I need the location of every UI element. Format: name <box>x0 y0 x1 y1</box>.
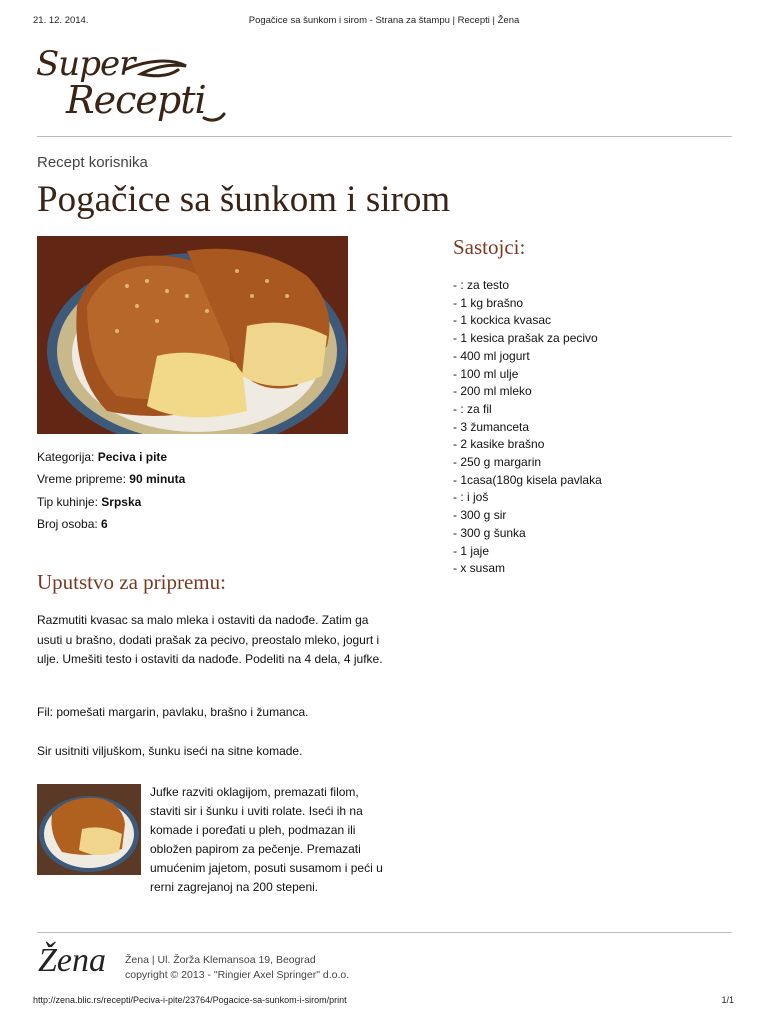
instruction-step-1: Razmutiti kvasac sa malo mleka i ostaviti da nadođe. Zatim ga usuti u brašno, dodati prašak za pecivo, preostalo mleko, jogurt i ulje. Umešiti testo i ostaviti da nadođe. Podeliti na 4 dela, 4 jufke. <box>37 613 383 666</box>
print-date: 21. 12. 2014. <box>33 15 89 26</box>
category-link[interactable]: Peciva i pite <box>97 450 168 464</box>
list-item: - 2 kasike brašno <box>453 437 545 452</box>
list-item: - 1 jaje <box>453 543 490 558</box>
footer-info <box>125 953 349 983</box>
header-divider <box>37 136 732 137</box>
list-item: - 1 kg brašno <box>453 295 524 310</box>
recipe-kicker: Recept korisnika <box>37 154 148 171</box>
step-photo <box>37 784 141 875</box>
instruction-step-2: Fil: pomešati margarin, pavlaku, brašno i žumanca. <box>37 705 309 719</box>
meta-servings: Broj osoba: 6 <box>37 517 108 531</box>
footer-copyright: copyright © 2013 - "Ringier Axel Springer" d.o.o. <box>125 969 350 981</box>
recipe-title: Pogačice sa šunkom i sirom <box>37 179 451 220</box>
list-item: - 1 kesica prašak za pecivo <box>453 331 598 346</box>
zena-logo[interactable]: Žena <box>38 942 106 979</box>
print-page-title: Pogačice sa šunkom i sirom - Strana za štampu | Recepti | Žena <box>248 15 520 26</box>
print-url: http://zena.blic.rs/recepti/Peciva-i-pite/23764/Pogacice-sa-sunkom-i-sirom/print <box>33 995 347 1005</box>
print-page-number: 1/1 <box>721 995 734 1005</box>
super-recepti-logo[interactable] <box>36 44 226 126</box>
list-item: - : za testo <box>453 278 510 292</box>
list-item: - 400 ml jogurt <box>453 348 530 363</box>
meta-category: Kategorija: Peciva i pite <box>37 450 168 464</box>
list-item: - 300 g sir <box>453 508 507 523</box>
logo-swoosh-icon <box>116 56 226 134</box>
footer-address: Žena | Ul. Žorža Klemansoa 19, Beograd <box>125 954 316 966</box>
list-item: - : za fil <box>453 401 492 416</box>
ingredients-list <box>453 277 602 578</box>
list-item: - 1 kockica kvasac <box>453 313 552 328</box>
list-item: - 250 g margarin <box>453 455 542 470</box>
ingredients-heading: Sastojci: <box>453 235 526 259</box>
meta-time: Vreme pripreme: 90 minuta <box>37 472 186 486</box>
list-item: - 1casa(180g kisela pavlaka <box>453 472 602 487</box>
logo-line2: Recepti <box>66 78 206 122</box>
meta-cuisine: Tip kuhinje: Srpska <box>37 495 142 509</box>
list-item: - 3 žumanceta <box>453 419 530 434</box>
list-item: - x susam <box>453 561 506 576</box>
instructions-heading: Uputstvo za pripremu: <box>37 570 226 594</box>
instruction-step-3: Sir usitniti viljuškom, šunku iseći na sitne komade. <box>37 744 303 758</box>
list-item: - 300 g šunka <box>453 525 526 540</box>
list-item: - 200 ml mleko <box>453 384 532 399</box>
list-item: - 100 ml ulje <box>453 366 519 381</box>
instruction-step-4: Jufke razviti oklagijom, premazati filom, staviti sir i šunku i uviti rolate. Iseći ih na komade i poređati u pleh, podmazan ili obložen papirom za pečenje. Premazati umućenim jajetom, posuti susamom i peći u rerni zagrejanoj na 200 stepeni. <box>150 785 383 894</box>
list-item: - : i još <box>453 490 489 505</box>
recipe-photo <box>37 236 348 434</box>
logo-line1: Super <box>36 44 135 84</box>
footer-divider <box>37 932 732 933</box>
